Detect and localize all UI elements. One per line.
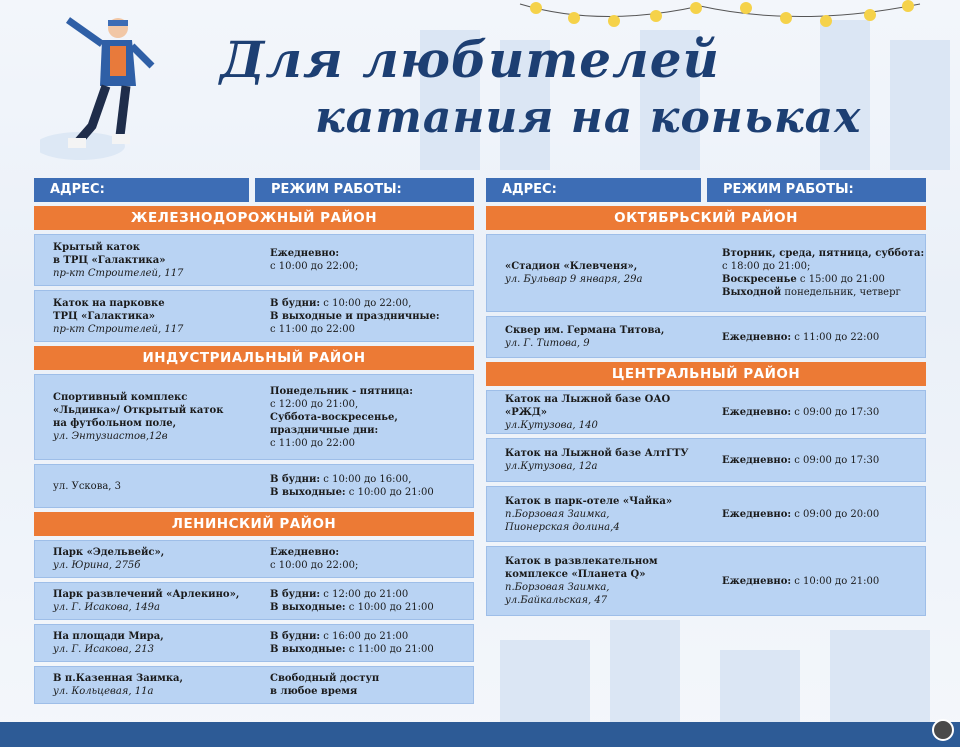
rink-name: В п.Казенная Заимка, bbox=[53, 673, 184, 684]
rink-name: «Стадион «Клевченя», bbox=[505, 261, 638, 272]
rink-name: На площади Мира, bbox=[53, 631, 164, 642]
city-building bbox=[500, 640, 590, 722]
rink-entry bbox=[34, 582, 474, 620]
district-oktyabrsky: ОКТЯБРЬСКИЙ РАЙОН bbox=[486, 206, 926, 230]
hours-text: с 10:00 до 22:00; bbox=[270, 261, 359, 272]
hours-label: В будни: bbox=[270, 297, 321, 309]
bottom-bar bbox=[0, 722, 960, 747]
hours-label: Ежедневно: bbox=[722, 508, 792, 520]
rink-street: ул. Г. Титова, 9 bbox=[505, 338, 590, 349]
hours-label: Ежедневно: bbox=[722, 454, 792, 466]
rink-name: ул. Ускова, 3 bbox=[53, 480, 122, 492]
hours-text: с 10:00 до 22:00; bbox=[270, 560, 359, 571]
rink-name: Каток в развлекательном комплексе «Планета Q» bbox=[505, 556, 658, 580]
hours-text: с 18:00 до 21:00; bbox=[722, 261, 811, 272]
rink-entry bbox=[486, 316, 926, 358]
rink-entry bbox=[486, 486, 926, 542]
rink-street: ул. Кольцевая, 11а bbox=[53, 686, 154, 697]
hours-label: В будни: bbox=[270, 474, 321, 485]
hours-text: с 10:00 до 21:00 bbox=[791, 575, 880, 587]
hours-text: с 09:00 до 20:00 bbox=[791, 508, 880, 520]
rink-name: Парк развлечений «Арлекино», bbox=[53, 589, 240, 600]
hours-label: Воскресенье bbox=[722, 274, 797, 285]
hours-header: РЕЖИМ РАБОТЫ: bbox=[255, 178, 474, 202]
address-header: АДРЕС: bbox=[34, 178, 249, 202]
district-leninsky: ЛЕНИНСКИЙ РАЙОН bbox=[34, 512, 474, 536]
column-header bbox=[34, 178, 474, 202]
district-tsentralny: ЦЕНТРАЛЬНЫЙ РАЙОН bbox=[486, 362, 926, 386]
address-header: АДРЕС: bbox=[486, 178, 701, 202]
hours-label: В выходные: bbox=[270, 602, 346, 613]
hours-label: Ежедневно: bbox=[270, 547, 340, 558]
rink-name: Парк «Эдельвейс», bbox=[53, 547, 165, 558]
hours-text: с 12:00 до 21:00 bbox=[320, 589, 409, 600]
rink-name: Каток в парк-отеле «Чайка» bbox=[505, 495, 673, 507]
hours-text: с 10:00 до 21:00 bbox=[345, 602, 434, 613]
rink-name: Крытый каток в ТРЦ «Галактика» bbox=[53, 241, 166, 266]
rink-street: ул. Юрина, 275б bbox=[53, 560, 141, 571]
rink-street: п.Борзовая Заимка, ул.Байкальская, 47 bbox=[505, 582, 610, 606]
rink-entry bbox=[486, 390, 926, 434]
city-building bbox=[720, 650, 800, 722]
rink-street: пр-кт Строителей, 117 bbox=[53, 323, 184, 335]
hours-label: Свободный доступ bbox=[270, 673, 380, 684]
rink-entry bbox=[486, 546, 926, 616]
skater-illustration-icon bbox=[40, 6, 160, 176]
city-building bbox=[890, 40, 950, 170]
hours-label: Вторник, среда, пятница, суббота: bbox=[722, 248, 925, 259]
hours-label: в любое время bbox=[270, 686, 358, 697]
rink-entry bbox=[486, 438, 926, 482]
hours-text: с 10:00 до 16:00, bbox=[320, 474, 412, 485]
hours-text: с 10:00 до 22:00, bbox=[320, 297, 412, 309]
hours-text: с 16:00 до 21:00 bbox=[320, 631, 409, 642]
hours-label: Понедельник - пятница: bbox=[270, 385, 413, 397]
hours-label: В выходные и праздничные: bbox=[270, 310, 440, 322]
rink-entry bbox=[34, 540, 474, 578]
rink-street: ул.Кутузова, 140 bbox=[505, 419, 598, 431]
district-industrialny: ИНДУСТРИАЛЬНЫЙ РАЙОН bbox=[34, 346, 474, 370]
hours-text: с 11:00 до 21:00 bbox=[345, 644, 434, 655]
hours-text: с 10:00 до 21:00 bbox=[345, 487, 434, 498]
right-column bbox=[486, 178, 926, 616]
hours-text: с 15:00 до 21:00 bbox=[796, 274, 885, 285]
hours-text: с 12:00 до 21:00, bbox=[270, 398, 359, 410]
hours-label: В будни: bbox=[270, 631, 321, 642]
rink-street: ул.Кутузова, 12а bbox=[505, 461, 598, 472]
rink-name: Каток на Лыжной базе ОАО «РЖД» bbox=[505, 393, 671, 418]
rink-entry bbox=[34, 464, 474, 508]
city-building bbox=[830, 630, 930, 722]
hours-text: с 09:00 до 17:30 bbox=[791, 454, 880, 466]
rink-name: Каток на парковке ТРЦ «Галактика» bbox=[53, 297, 165, 322]
hours-label: Ежедневно: bbox=[722, 575, 792, 587]
left-column bbox=[34, 178, 474, 704]
rink-entry bbox=[34, 624, 474, 662]
hours-label: Ежедневно: bbox=[270, 248, 340, 259]
hours-label: В выходные: bbox=[270, 644, 346, 655]
city-building bbox=[610, 620, 680, 722]
hours-label: Суббота-воскресенье, праздничные дни: bbox=[270, 411, 398, 436]
hours-label: Выходной bbox=[722, 287, 782, 298]
hours-label: Ежедневно: bbox=[722, 406, 792, 418]
hours-text: с 11:00 до 22:00 bbox=[270, 437, 355, 449]
poster-title-line2: катания на коньках bbox=[315, 92, 862, 143]
rink-entry bbox=[34, 290, 474, 342]
rink-name: Спортивный комплекс «Льдинка»/ Открытый каток на футбольном поле, bbox=[53, 392, 224, 429]
rink-street: ул. Г. Исакова, 213 bbox=[53, 644, 155, 655]
hours-label: В будни: bbox=[270, 589, 321, 600]
rink-street: ул. Энтузиастов,12в bbox=[53, 431, 168, 442]
district-zheleznodorozhny: ЖЕЛЕЗНОДОРОЖНЫЙ РАЙОН bbox=[34, 206, 474, 230]
hours-label: Ежедневно: bbox=[722, 331, 792, 343]
rink-entry bbox=[34, 234, 474, 286]
rink-entry bbox=[486, 234, 926, 312]
rink-street: ул. Бульвар 9 января, 29а bbox=[505, 274, 643, 285]
rink-street: пр-кт Строителей, 117 bbox=[53, 267, 184, 279]
rink-name: Сквер им. Германа Титова, bbox=[505, 325, 665, 336]
hours-label: В выходные: bbox=[270, 487, 346, 498]
column-header bbox=[486, 178, 926, 202]
hours-text: понедельник, четверг bbox=[781, 287, 901, 298]
hours-text: с 11:00 до 22:00 bbox=[270, 323, 355, 335]
hours-text: с 11:00 до 22:00 bbox=[791, 331, 880, 343]
hours-text: с 09:00 до 17:30 bbox=[791, 406, 880, 418]
logo-icon bbox=[932, 719, 954, 741]
hours-header: РЕЖИМ РАБОТЫ: bbox=[707, 178, 926, 202]
rink-entry bbox=[34, 374, 474, 460]
poster-title-line1: Для любителей bbox=[220, 30, 720, 89]
rink-street: ул. Г. Исакова, 149а bbox=[53, 602, 160, 613]
rink-entry bbox=[34, 666, 474, 704]
rink-street: п.Борзовая Заимка, Пионерская долина,4 bbox=[505, 508, 620, 533]
rink-name: Каток на Лыжной базе АлтГТУ bbox=[505, 448, 689, 459]
